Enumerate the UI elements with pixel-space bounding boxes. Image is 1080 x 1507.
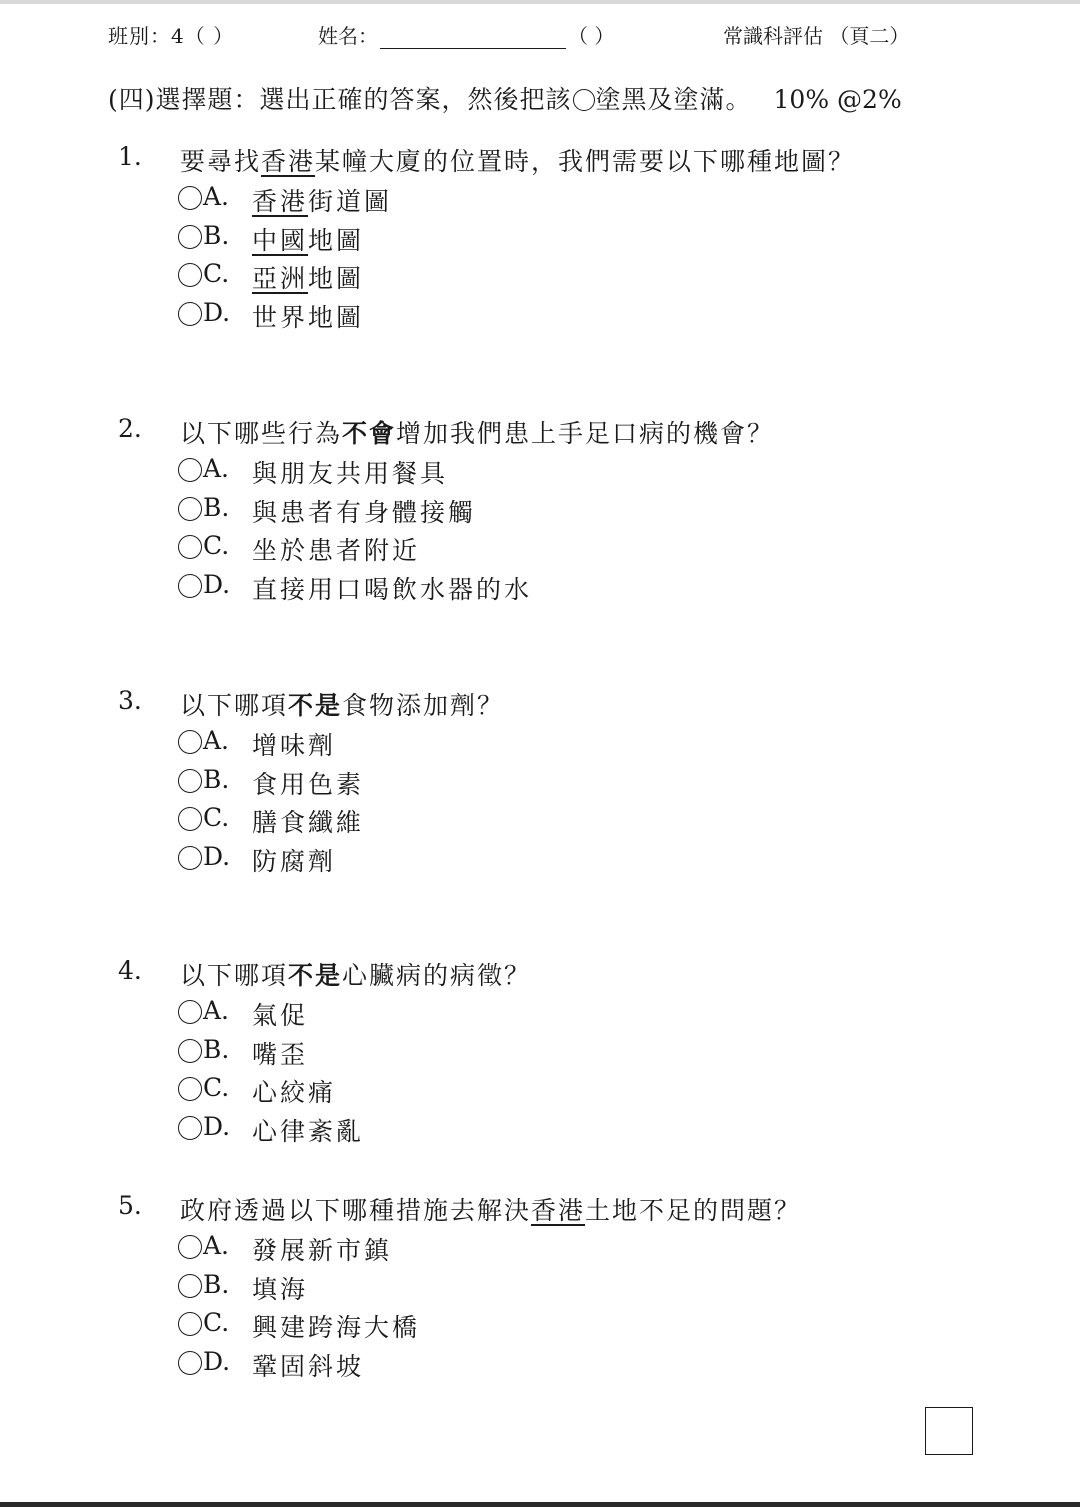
answer-bubble-b[interactable] xyxy=(178,225,202,249)
answer-bubble-d[interactable] xyxy=(178,302,202,326)
name-blank[interactable] xyxy=(380,26,566,49)
name-number: （ ） xyxy=(568,24,615,48)
question-text: 以下哪項不是食物添加劑？ xyxy=(180,691,505,720)
option-letter: A. xyxy=(203,1231,230,1260)
emphasis-text: 不是 xyxy=(288,691,343,720)
option-letter: B. xyxy=(203,492,230,522)
option-text: 世界地圖 xyxy=(252,302,365,332)
section-instruction-2: 塗黑及塗滿。 xyxy=(595,85,752,114)
option-letter: A. xyxy=(203,182,230,211)
answer-bubble-c[interactable] xyxy=(178,263,202,287)
option-text: 中國地圖 xyxy=(252,225,365,255)
section-instruction-1: (四)選擇題：選出正確的答案，然後把該 xyxy=(108,85,572,114)
option-text: 心律紊亂 xyxy=(252,1116,365,1146)
answer-bubble-b[interactable] xyxy=(178,1274,202,1298)
option-b xyxy=(118,1035,978,1074)
option-letter: A. xyxy=(203,454,230,483)
option-letter: A. xyxy=(203,996,230,1025)
option-d xyxy=(118,570,978,609)
option-letter: D. xyxy=(203,297,231,327)
option-b xyxy=(118,765,978,804)
answer-bubble-d[interactable] xyxy=(178,1351,202,1375)
option-d xyxy=(118,1112,978,1151)
option-letter: A. xyxy=(203,726,230,755)
answer-bubble-a[interactable] xyxy=(178,1000,202,1024)
answer-bubble-b[interactable] xyxy=(178,497,202,521)
subject-page-label: 常識科評估 （頁二） xyxy=(723,24,910,48)
option-letter: B. xyxy=(203,1269,230,1299)
underlined-place: 香港 xyxy=(531,1196,586,1225)
answer-bubble-a[interactable] xyxy=(178,458,202,482)
class-label: 班別：4（ ） xyxy=(108,24,235,48)
question-number: 1. xyxy=(118,142,142,171)
option-d xyxy=(118,298,978,337)
option-a xyxy=(118,182,978,221)
answer-bubble-d[interactable] xyxy=(178,1116,202,1140)
option-text: 亞洲地圖 xyxy=(252,264,365,293)
option-a xyxy=(118,996,978,1035)
option-letter: B. xyxy=(203,220,230,250)
page-bottom-edge xyxy=(0,1502,1080,1507)
answer-bubble-a[interactable] xyxy=(178,1235,202,1259)
question-4 xyxy=(118,956,978,1150)
option-letter: D. xyxy=(203,1346,231,1376)
question-5 xyxy=(118,1191,978,1385)
question-text: 以下哪些行為不會增加我們患上手足口病的機會？ xyxy=(180,419,775,448)
option-text: 氣促 xyxy=(252,1001,309,1030)
option-letter: C. xyxy=(203,803,230,832)
question-1 xyxy=(118,142,978,336)
option-b xyxy=(118,493,978,532)
answer-bubble-c[interactable] xyxy=(178,535,202,559)
answer-bubble-d[interactable] xyxy=(178,574,202,598)
option-text: 坐於患者附近 xyxy=(252,536,421,565)
option-text: 增味劑 xyxy=(252,731,337,760)
underlined-place: 香港 xyxy=(261,147,316,176)
option-text: 發展新市鎮 xyxy=(252,1236,393,1265)
option-text: 鞏固斜坡 xyxy=(252,1351,365,1381)
option-text: 直接用口喝飲水器的水 xyxy=(252,574,533,604)
answer-bubble-a[interactable] xyxy=(178,186,202,210)
option-text: 心絞痛 xyxy=(252,1078,337,1107)
question-number: 2. xyxy=(118,414,142,443)
option-text: 填海 xyxy=(252,1274,309,1304)
option-text: 興建跨海大橋 xyxy=(252,1313,421,1342)
answer-bubble-c[interactable] xyxy=(178,1312,202,1336)
option-letter: C. xyxy=(203,531,230,560)
option-c xyxy=(118,1308,978,1347)
section-marks: 10% @2% xyxy=(773,85,902,114)
answer-bubble-b[interactable] xyxy=(178,1039,202,1063)
option-letter: B. xyxy=(203,764,230,794)
answer-bubble-b[interactable] xyxy=(178,769,202,793)
emphasis-text: 不會 xyxy=(342,419,397,448)
answer-bubble-a[interactable] xyxy=(178,730,202,754)
name-label: 姓名： xyxy=(318,24,378,48)
option-text: 嘴歪 xyxy=(252,1039,309,1069)
emphasis-text: 不是 xyxy=(288,961,343,990)
section-title xyxy=(108,80,1008,116)
option-d xyxy=(118,1347,978,1386)
option-text: 香港街道圖 xyxy=(252,187,393,216)
option-b xyxy=(118,221,978,260)
answer-bubble-d[interactable] xyxy=(178,846,202,870)
option-text: 與朋友共用餐具 xyxy=(252,459,449,488)
page-top-edge xyxy=(0,0,1080,4)
question-text: 政府透過以下哪種措施去解決香港土地不足的問題？ xyxy=(180,1196,802,1225)
option-letter: D. xyxy=(203,1111,231,1141)
option-text: 食用色素 xyxy=(252,769,365,799)
question-number: 3. xyxy=(118,686,142,715)
option-text: 防腐劑 xyxy=(252,846,337,876)
question-number: 5. xyxy=(118,1191,142,1220)
question-3 xyxy=(118,686,978,880)
circle-icon xyxy=(573,89,595,111)
name-field-group xyxy=(318,20,614,49)
option-c xyxy=(118,803,978,842)
option-letter: D. xyxy=(203,569,231,599)
option-c xyxy=(118,1073,978,1112)
question-text: 要尋找香港某幢大廈的位置時，我們需要以下哪種地圖？ xyxy=(180,147,856,176)
option-c xyxy=(118,531,978,570)
option-letter: C. xyxy=(203,259,230,288)
option-letter: D. xyxy=(203,841,231,871)
answer-bubble-c[interactable] xyxy=(178,807,202,831)
option-a xyxy=(118,454,978,493)
answer-bubble-c[interactable] xyxy=(178,1077,202,1101)
question-text: 以下哪項不是心臟病的病徵？ xyxy=(180,961,532,990)
option-a xyxy=(118,726,978,765)
option-b xyxy=(118,1270,978,1309)
question-number: 4. xyxy=(118,956,142,985)
page-header xyxy=(108,20,948,52)
score-box[interactable] xyxy=(925,1407,973,1455)
option-letter: C. xyxy=(203,1308,230,1337)
option-letter: B. xyxy=(203,1034,230,1064)
option-c xyxy=(118,259,978,298)
option-d xyxy=(118,842,978,881)
option-text: 膳食纖維 xyxy=(252,808,365,837)
question-2 xyxy=(118,414,978,608)
option-text: 與患者有身體接觸 xyxy=(252,497,477,527)
option-letter: C. xyxy=(203,1073,230,1102)
option-a xyxy=(118,1231,978,1270)
